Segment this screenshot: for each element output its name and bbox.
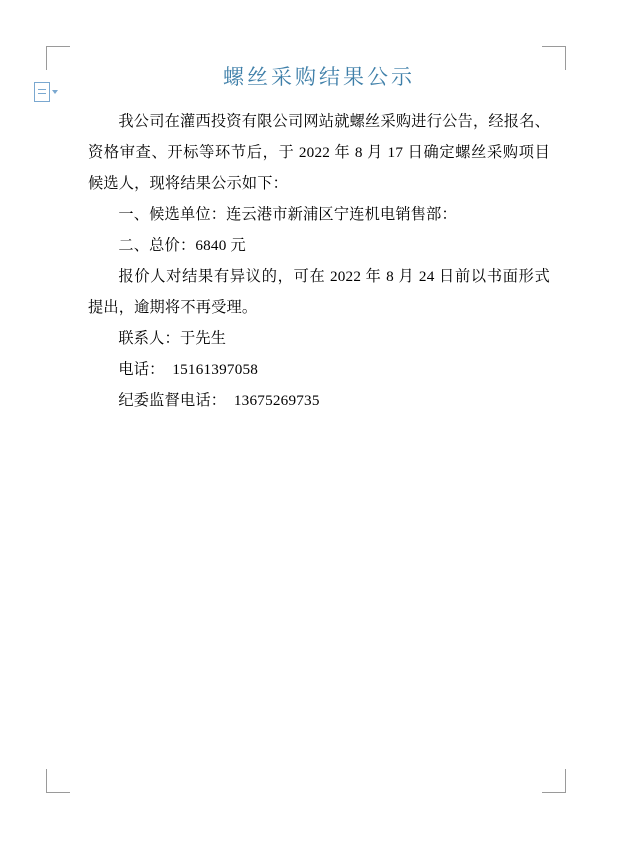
paragraph-intro: 我公司在灌西投资有限公司网站就螺丝采购进行公告，经报名、资格审查、开标等环节后，于 2022 年 8 月 17 日确定螺丝采购项目候选人，现将结果公示如下： (88, 113, 550, 192)
paragraph-candidate-unit: 一、候选单位：连云港市新浦区宁连机电销售部： (118, 206, 457, 223)
document-sheet-icon (34, 82, 50, 102)
crop-mark-line-vertical (565, 46, 566, 70)
paragraph-phone: 电话： 15161397058 (118, 361, 259, 378)
document-object-icon[interactable] (34, 80, 64, 104)
page-title: 螺丝采购结果公示 (223, 65, 415, 89)
crop-mark-line-horizontal (46, 46, 70, 47)
document-body (88, 62, 550, 416)
crop-mark-line-horizontal (542, 46, 566, 47)
crop-mark-line-vertical (46, 46, 47, 70)
crop-mark-line-vertical (46, 769, 47, 793)
crop-mark-line-vertical (565, 769, 566, 793)
paragraph-contact-person: 联系人：于先生 (118, 330, 227, 347)
paragraph-objection-notice: 报价人对结果有异议的，可在 2022 年 8 月 24 日前以书面形式提出，逾期将不再受理。 (88, 268, 550, 316)
crop-mark-line-horizontal (46, 792, 70, 793)
crop-mark-line-horizontal (542, 792, 566, 793)
paragraph-total-price: 二、总价：6840 元 (118, 237, 246, 254)
chevron-down-icon[interactable] (52, 90, 58, 94)
paragraph-supervision-phone: 纪委监督电话： 13675269735 (118, 392, 320, 409)
